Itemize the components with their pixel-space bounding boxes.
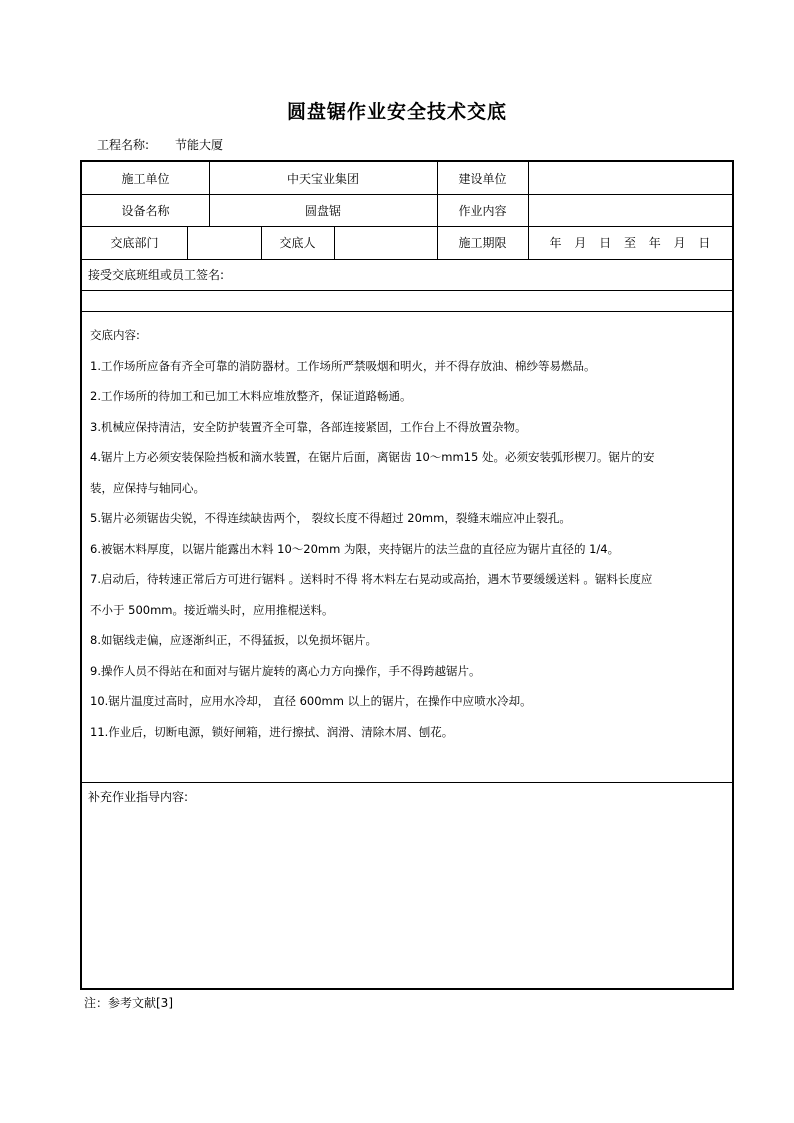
content-item: 不小于 500mm。接近端头时，应用推棍送料。	[90, 602, 334, 617]
row-divider	[82, 290, 732, 291]
builder-unit-value	[528, 162, 732, 194]
construction-unit-value: 中天宝业集团	[286, 171, 359, 186]
content-label: 交底内容:	[90, 328, 140, 342]
content-item: 4.锯片上方必须安装保险挡板和滴水装置，在锯片后面，离锯齿 10～mm15 处。必须安装弧形楔刀。锯片的安	[90, 450, 655, 464]
equipment-label: 设备名称	[121, 203, 170, 218]
content-item: 7.启动后，待转速正常后方可进行锯料 。送料时不得 将木料左右晃动或高抬，遇木节要缓缓送料 。锯料长度应	[90, 572, 653, 586]
dept-value	[187, 226, 261, 259]
construction-unit-label: 施工单位	[121, 171, 170, 186]
supplement-label: 补充作业指导内容:	[88, 790, 189, 804]
work-content-label: 作业内容	[458, 203, 507, 218]
reference-note: 注：参考文献[3]	[84, 996, 173, 1010]
work-content-value	[528, 194, 732, 226]
content-item: 9.操作人员不得站在和面对与锯片旋转的离心力方向操作，手不得跨越锯片。	[90, 663, 481, 678]
person-value	[334, 226, 437, 259]
project-label: 工程名称:	[97, 138, 150, 152]
content-item: 8.如锯线走偏，应逐渐纠正，不得猛扳，以免损坏锯片。	[90, 633, 377, 647]
project-value: 节能大厦	[175, 138, 224, 152]
signature-label: 接受交底班组或员工签名:	[88, 268, 225, 282]
content-item: 10.锯片温度过高时，应用水冷却， 直径 600mm 以上的锯片，在操作中应喷水冷却。	[90, 694, 532, 708]
dept-label: 交底部门	[110, 236, 159, 250]
row-divider	[82, 782, 732, 783]
content-item: 6.被锯木料厚度，以锯片能露出木料 10～20mm 为限，夹持锯片的法兰盘的直径应为锯片直径的 1/4。	[90, 541, 620, 556]
period-label: 施工期限	[458, 236, 507, 250]
row-divider	[82, 311, 732, 312]
document-title: 圆盘锯作业安全技术交底	[286, 101, 507, 123]
period-value: 年 月 日 至 年 月 日	[549, 236, 711, 250]
content-item: 2.工作场所的待加工和已加工木料应堆放整齐，保证道路畅通。	[90, 389, 412, 403]
project-line	[97, 136, 223, 153]
builder-unit-label: 建设单位	[458, 171, 507, 186]
equipment-value: 圆盘锯	[304, 203, 341, 218]
disclosure-table	[80, 160, 734, 990]
content-item: 装，应保持与轴同心。	[90, 480, 205, 495]
content-item: 1.工作场所应备有齐全可靠的消防器材。工作场所严禁吸烟和明火，并不得存放油、棉纱等易燃品。	[90, 358, 596, 373]
content-item: 11.作业后，切断电源，锁好闸箱，进行擦拭、润滑、清除木屑、刨花。	[90, 724, 454, 739]
content-section	[90, 320, 726, 747]
person-label: 交底人	[279, 236, 316, 250]
content-item: 5.锯片必须锯齿尖锐，不得连续缺齿两个， 裂纹长度不得超过 20mm，裂缝末端应冲止裂孔。	[90, 511, 571, 525]
content-item: 3.机械应保持清洁，安全防护装置齐全可靠，各部连接紧固，工作台上不得放置杂物。	[90, 419, 527, 434]
